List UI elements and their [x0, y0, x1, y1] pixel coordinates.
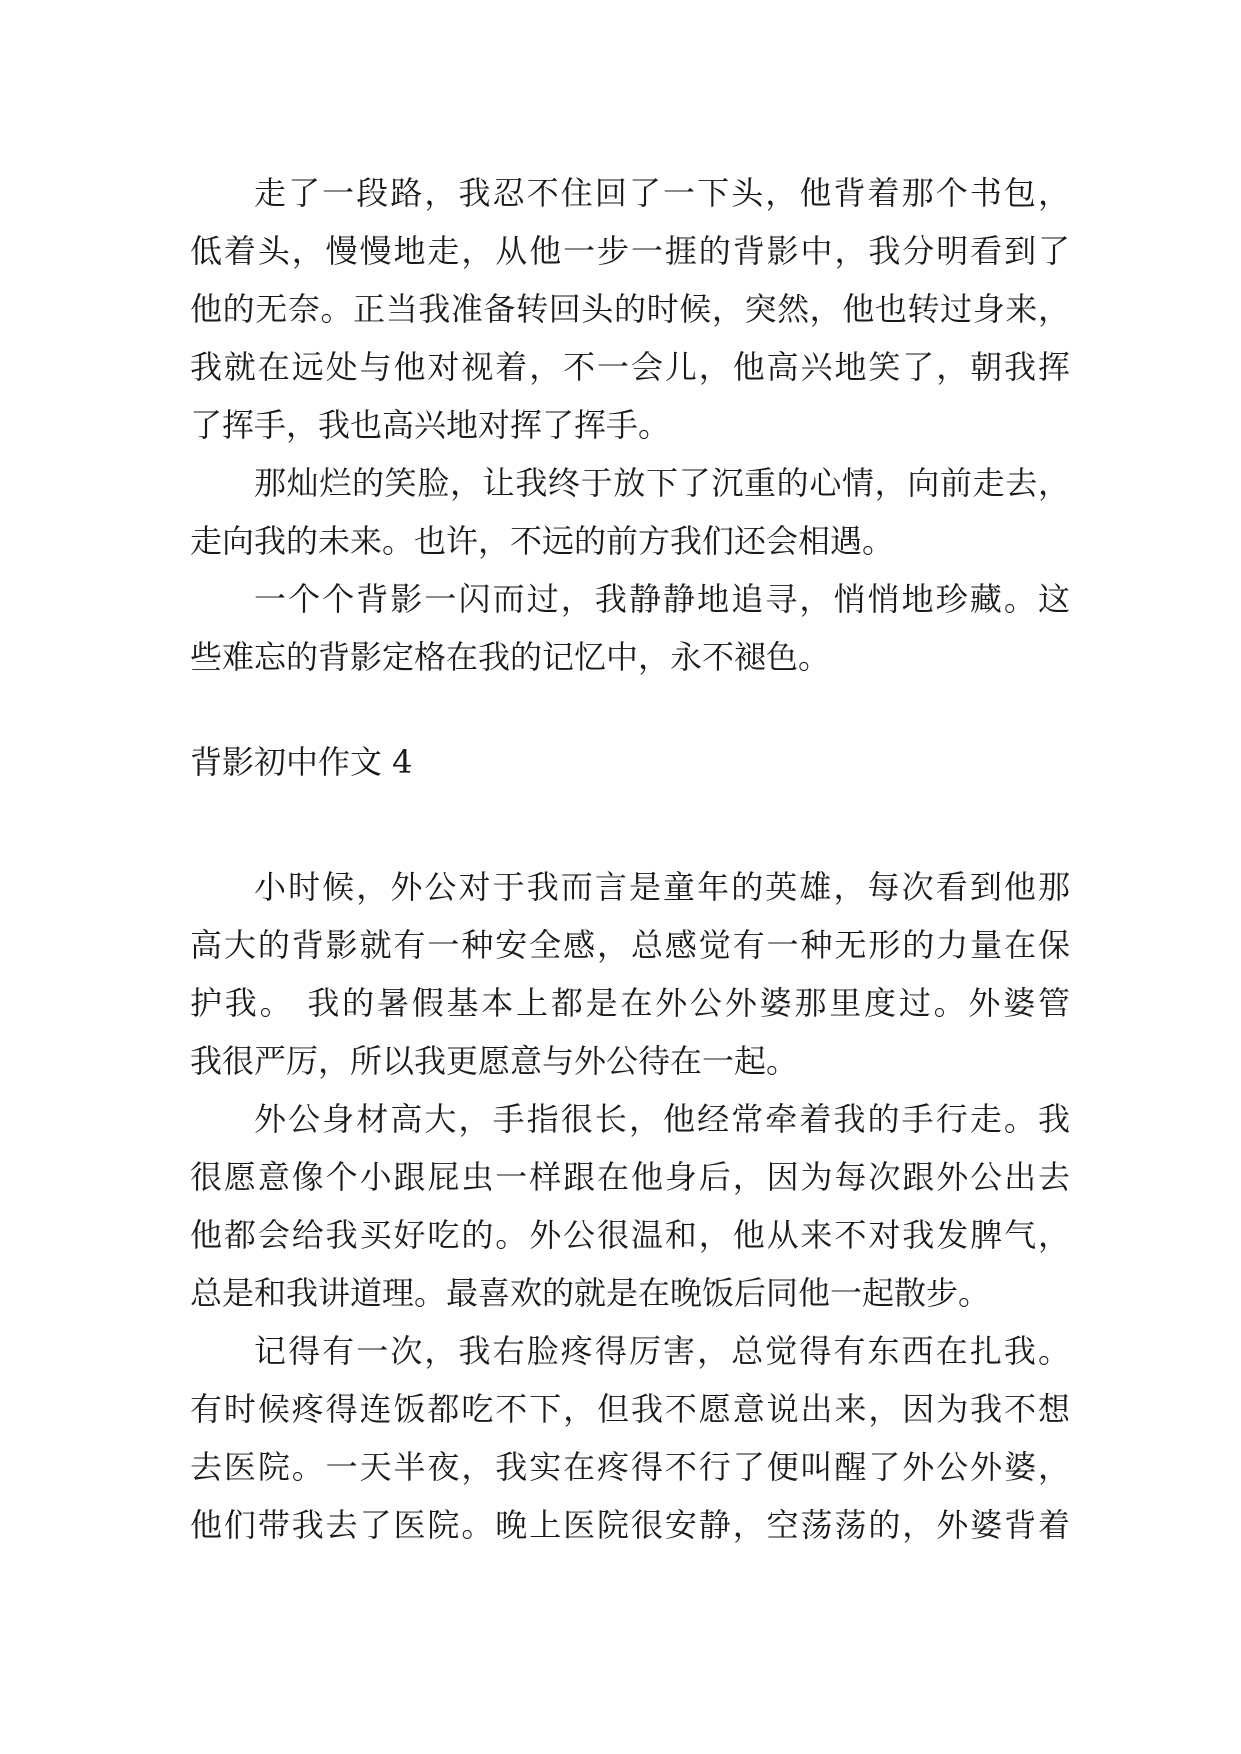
text-line: 低着头，慢慢地走，从他一步一捱的背影中，我分明看到了 [190, 232, 1070, 270]
text-line: 他都会给我买好吃的。外公很温和，他从来不对我发脾气， [190, 1216, 1070, 1254]
text-line: 我很严厉，所以我更愿意与外公待在一起。 [190, 1042, 799, 1080]
text-line: 护我。 我的暑假基本上都是在外公外婆那里度过。外婆管 [190, 984, 1070, 1022]
text-line: 外公身材高大，手指很长，他经常牵着我的手行走。我 [254, 1100, 1070, 1138]
text-line: 他们带我去了医院。晚上医院很安静，空荡荡的，外婆背着 [190, 1506, 1070, 1544]
text-line: 总是和我讲道理。最喜欢的就是在晚饭后同他一起散步。 [190, 1274, 991, 1312]
text-line: 些难忘的背影定格在我的记忆中，永不褪色。 [190, 638, 831, 676]
text-line: 我就在远处与他对视着，不一会儿，他高兴地笑了，朝我挥 [190, 348, 1070, 386]
text-line: 有时候疼得连饭都吃不下，但我不愿意说出来，因为我不想 [190, 1390, 1070, 1428]
text-line: 高大的背影就有一种安全感，总感觉有一种无形的力量在保 [190, 926, 1070, 964]
essay-heading: 背影初中作文 4 [190, 743, 413, 781]
text-line: 那灿烂的笑脸，让我终于放下了沉重的心情，向前走去， [254, 464, 1070, 502]
text-line: 记得有一次，我右脸疼得厉害，总觉得有东西在扎我。 [254, 1332, 1070, 1370]
text-line: 走向我的未来。也许，不远的前方我们还会相遇。 [190, 522, 895, 560]
text-line: 很愿意像个小跟屁虫一样跟在他身后，因为每次跟外公出去 [190, 1158, 1070, 1196]
text-line: 小时候，外公对于我而言是童年的英雄，每次看到他那 [254, 868, 1070, 906]
text-line: 去医院。一天半夜，我实在疼得不行了便叫醒了外公外婆， [190, 1448, 1070, 1486]
text-line: 一个个背影一闪而过，我静静地追寻，悄悄地珍藏。这 [254, 580, 1070, 618]
text-line: 走了一段路，我忍不住回了一下头，他背着那个书包， [254, 174, 1070, 212]
text-line: 了挥手，我也高兴地对挥了挥手。 [190, 406, 671, 444]
text-line: 他的无奈。正当我准备转回头的时候，突然，他也转过身来， [190, 290, 1070, 328]
